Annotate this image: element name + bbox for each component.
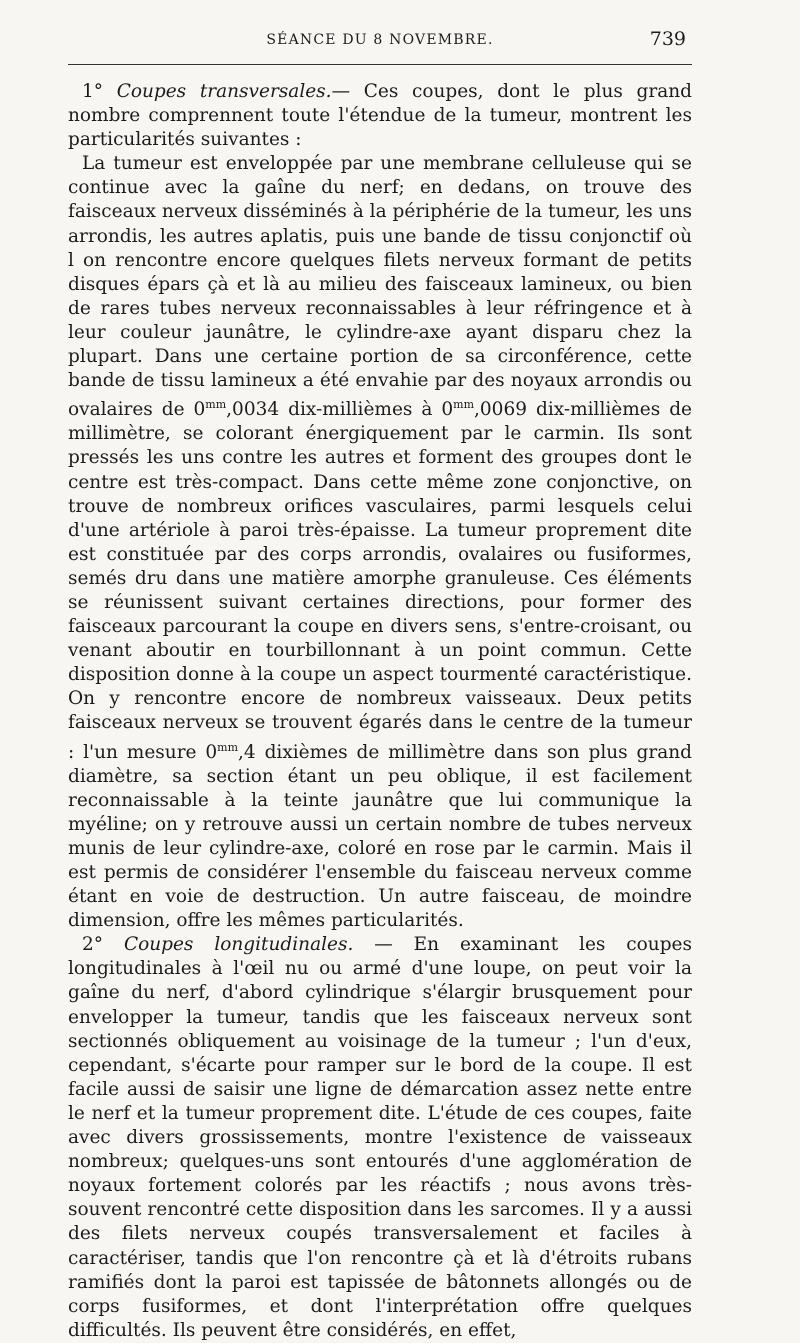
paragraph-text: La tumeur est enveloppée par une membrane celluleuse qui se continue avec la gaîne du nerf; en dedans, on trouve des faisceaux nerveux disséminés à la périphérie de la tumeur, les uns arrondis, les autres aplatis, puis une bande de tissu conjonctif où l on rencontre encore quelques filets nerveux formant de petits disques épars çà et là au milieu des faisceaux lamineux, ou bien de rares tubes nerveux reconnaissables à leur réfringence et à leur couleur jaunâtre, le cylindre-axe ayant disparu chez la plupart. Dans une certaine portion de sa circonférence, cette bande de tissu lamineux a été envahie par des noyaux arrondis ou ovalaires de (68, 153, 692, 421)
section-dash: — (331, 81, 351, 102)
measurement-unit: mm (205, 398, 227, 412)
measurement (205, 742, 255, 763)
section-number: 1° (82, 81, 104, 102)
measurement-unit: mm (453, 398, 475, 412)
measurement-decimal: ,4 (238, 741, 256, 763)
paragraph-text: dixièmes de millimètre dans son plus grand diamètre, sa section étant un peu oblique, il est facilement reconnaissable à la teinte jaunâtre que lui communique la myéline; on y retrouve aussi un certain nombre de tubes nerveux munis de leur cylindre-axe, coloré en rose par le carmin. Mais il est permis de considérer l'ensemble du faisceau nerveux comme étant en voie de destruction. Un autre faisceau, de moindre dimension, offre les mêmes particularités. (68, 741, 692, 932)
section-text: Ces coupes, dont le plus grand nombre comprennent toute l'étendue de la tumeur, montrent les particularités suivantes : (68, 81, 692, 151)
measurement-decimal: ,0069 (474, 399, 527, 421)
body-text (68, 80, 692, 1343)
section-heading: Coupes longitudinales. (123, 934, 354, 956)
section-number: 2° (82, 934, 104, 956)
measurement-decimal: ,0034 (226, 399, 280, 421)
section-heading: Coupes transversales. (116, 81, 332, 102)
page-number: 739 (649, 28, 686, 50)
paragraph-description-tumeur (68, 152, 692, 933)
section-text: En examinant les coupes longitudinales à l'œil nu ou armé d'une loupe, on peut voir la gaîne du nerf, d'abord cylindrique s'élargir brusquement pour envelopper la tumeur, tandis que les faisceaux nerveux sont sectionnés obliquement au voisinage de la tumeur ; l'un d'eux, cependant, s'écarte pour ramper sur le bord de la coupe. Il est facile aussi de saisir une ligne de démarcation assez nette entre le nerf et la tumeur proprement dite. L'étude de ces coupes, faite avec divers grossissements, montre l'existence de vaisseaux nombreux; quelques-uns sont entourés d'une agglomération de noyaux fortement colorés par les réactifs ; nous avons très-souvent rencontré cette disposition dans les sarcomes. Il y a aussi des filets nerveux coupés transversalement et faciles à caractériser, tandis que l'on rencontre çà et là d'étroits rubans ramifiés dont la paroi est tapissée de bâtonnets allongés ou de corps fusiformes, et dont l'interprétation offre quelques difficultés. Ils peuvent être considérés, en effet, (68, 934, 692, 1341)
measurement (194, 399, 280, 420)
measurement-value: 0 (441, 399, 454, 421)
paragraph-text: dix-millièmes à (288, 399, 433, 421)
running-head: SÉANCE DU 8 NOVEMBRE. (266, 32, 494, 48)
measurement-value: 0 (205, 741, 218, 763)
measurement-value: 0 (193, 399, 206, 421)
measurement (441, 399, 527, 420)
measurement-unit: mm (217, 740, 239, 754)
paragraph-coupes-transversales (68, 80, 692, 152)
section-dash: — (374, 934, 393, 956)
paragraph-coupes-longitudinales (68, 933, 692, 1343)
paragraph-text: dix-millièmes de millimètre, se colorant énergiquement par le carmin. Ils sont pressés les uns contre les autres et forment des groupes dont le centre est très-compact. Dans cette même zone conjonctive, on trouve de nombreux orifices vasculaires, parmi lesquels celui d'une artériole à paroi très-épaisse. La tumeur proprement dite est constituée par des corps arrondis, ovalaires ou fusiformes, semés dru dans une matière amorphe granuleuse. Ces éléments se réunissent suivant certaines directions, pour former des faisceaux parcourant la coupe en divers sens, s'entre-croisant, ou venant aboutir en tourbillonnant à un point commun. Cette disposition donne à la coupe un aspect tourmenté caractéristique. On y rencontre encore de nombreux vaisseaux. Deux petits faisceaux nerveux se trouvent égarés dans le centre de la tumeur : l'un mesure (68, 399, 693, 763)
header-rule (68, 64, 692, 65)
page-header (68, 26, 692, 60)
